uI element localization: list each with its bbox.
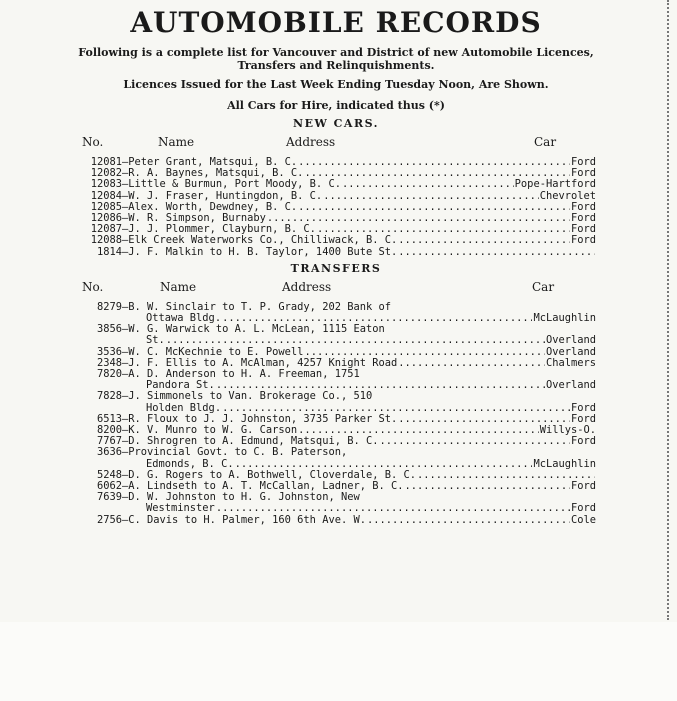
- entry-text: W. R. Simpson, Burnaby: [128, 212, 266, 225]
- article: [76, 6, 596, 526]
- entry-number: 7820: [96, 368, 122, 381]
- new-cars-title: NEW CARS.: [293, 117, 379, 130]
- entry-car: Ford: [570, 412, 596, 425]
- entry-car: Ford: [570, 212, 596, 225]
- entry-dash: —: [122, 491, 129, 504]
- entry-number: 12085: [90, 200, 122, 213]
- entry-text: W. G. Warwick to A. L. McLean, 1115 Eaton: [128, 323, 385, 336]
- entry-car: McLaughlin: [533, 312, 596, 325]
- entry-continuation-text: Edmonds, B. C.: [146, 457, 234, 470]
- entry-dash: —: [122, 468, 129, 481]
- dot-leader: [166, 335, 545, 346]
- entry-number: 8279: [96, 300, 122, 313]
- entry-car: Ford: [570, 502, 596, 515]
- entry-dash: —: [122, 300, 129, 313]
- entry-dash: —: [122, 200, 129, 213]
- entry-continuation-text: St.: [146, 334, 165, 347]
- col-name: Name: [158, 135, 195, 149]
- entry-number: 1814: [96, 245, 122, 258]
- entry-number: 12082: [90, 167, 122, 180]
- entry-car: Ford: [570, 480, 596, 493]
- col-no: No.: [82, 279, 104, 294]
- entry-text: Elk Creek Waterworks Co., Chilliwack, B. C.: [128, 234, 398, 247]
- entry-number: 2348: [96, 356, 122, 369]
- entry-text: R. Floux to J. J. Johnston, 3735 Parker St.: [128, 412, 398, 425]
- entry-car: Ford: [570, 401, 596, 414]
- entry-dash: —: [122, 178, 129, 191]
- entry-continuation-text: Ottawa Bldg.: [146, 312, 222, 325]
- entry-car: Ford: [570, 223, 596, 236]
- entry-row: [76, 247, 596, 258]
- entry-row: [76, 391, 596, 402]
- entry-car: Chalmers: [545, 356, 596, 369]
- col-address: Address: [282, 279, 332, 294]
- entry-dash: —: [122, 446, 129, 459]
- entry-dash: —: [122, 245, 129, 258]
- entry-number: 6062: [96, 480, 122, 493]
- entry-car: Pope-Hartford: [514, 178, 596, 191]
- entry-row: [76, 515, 596, 526]
- entry-number: 3536: [96, 345, 122, 358]
- entry-continuation: [76, 503, 596, 514]
- col-car: Car: [534, 135, 557, 149]
- entry-dash: —: [122, 390, 129, 403]
- entry-text: K. V. Munro to W. G. Carson: [128, 424, 298, 437]
- col-address: Address: [286, 135, 336, 149]
- entry-continuation-text: Pandora St.: [146, 379, 215, 392]
- dot-leader: [405, 481, 570, 492]
- entry-dash: —: [122, 435, 129, 448]
- entry-number: 12083: [90, 178, 122, 191]
- entry-car: Ford: [570, 200, 596, 213]
- entry-row: [76, 447, 596, 458]
- entry-text: Provincial Govt. to C. B. Paterson,: [128, 446, 348, 459]
- dot-leader: [398, 247, 595, 258]
- new-cars-column-headers: [76, 135, 596, 153]
- entry-dash: —: [122, 189, 129, 202]
- dot-leader: [398, 235, 570, 246]
- entry-text: J. F. Ellis to A. McAlman, 4257 Knight Road: [128, 356, 398, 369]
- entry-number: 12084: [90, 189, 122, 202]
- entry-number: 6513: [96, 412, 122, 425]
- entry-car: Overland: [545, 379, 596, 392]
- dot-leader: [417, 470, 595, 481]
- entry-car: Ford: [570, 167, 596, 180]
- entry-text: D. Shrogren to A. Edmund, Matsqui, B. C.: [128, 435, 379, 448]
- dot-leader: [380, 436, 570, 447]
- entry-dash: —: [122, 167, 129, 180]
- entry-text: C. Davis to H. Palmer, 160 6th Ave. W.: [128, 513, 366, 526]
- entry-dash: —: [122, 368, 129, 381]
- entry-text: B. W. Sinclair to T. P. Grady, 202 Bank of: [128, 300, 392, 313]
- dot-leader: [367, 515, 570, 526]
- entry-continuation: [76, 335, 596, 346]
- transfers-list: [76, 302, 596, 526]
- intro-text: Following is a complete list for Vancouver and District of new Automobile Licences, Transfers and Relinquishments.: [78, 46, 594, 72]
- entry-car: Overland: [545, 334, 596, 347]
- entry-number: 12081: [90, 156, 122, 168]
- entry-number: 12086: [90, 212, 122, 225]
- entry-car: Ford: [570, 435, 596, 448]
- col-name: Name: [160, 279, 197, 294]
- entry-dash: —: [122, 513, 129, 526]
- entry-dash: —: [122, 412, 129, 425]
- transfers-section: [76, 262, 596, 526]
- entry-row: [76, 179, 596, 190]
- entry-dash: —: [122, 212, 129, 225]
- entry-text: Alex. Worth, Dewdney, B. C.: [128, 200, 298, 213]
- entry-text: W. C. McKechnie to E. Powell: [128, 345, 304, 358]
- entry-dash: —: [122, 223, 129, 236]
- dot-leader: [342, 179, 514, 190]
- dot-leader: [298, 202, 570, 213]
- entry-dash: —: [122, 424, 129, 437]
- entry-car: Ford: [570, 156, 596, 168]
- entry-number: 8200: [96, 424, 122, 437]
- entry-text: Peter Grant, Matsqui, B. C.: [128, 156, 298, 168]
- entry-car: McLaughlin: [533, 457, 596, 470]
- entry-text: J. J. Plommer, Clayburn, B. C.: [128, 223, 316, 236]
- entry-text: A. D. Anderson to H. A. Freeman, 1751: [128, 368, 360, 381]
- entry-car: Chevrolet: [539, 189, 596, 202]
- entry-text: R. A. Baynes, Matsqui, B. C.: [128, 167, 304, 180]
- headline: AUTOMOBILE RECORDS: [130, 6, 542, 39]
- entry-number: 7767: [96, 435, 122, 448]
- entry-text: W. J. Fraser, Huntingdon, B. C.: [128, 189, 323, 202]
- entry-text: D. G. Rogers to A. Bothwell, Cloverdale, B. C.: [128, 468, 417, 481]
- entry-row: [76, 235, 596, 246]
- entry-number: 7828: [96, 390, 122, 403]
- intro-subtext: Licences Issued for the Last Week Ending Tuesday Noon, Are Shown.: [123, 78, 549, 91]
- entry-dash: —: [122, 156, 129, 168]
- entry-text: A. Lindseth to A. T. McCallan, Ladner, B. C.: [128, 480, 404, 493]
- entry-text: D. W. Johnston to H. G. Johnston, New: [128, 491, 360, 504]
- entry-dash: —: [122, 323, 129, 336]
- entry-continuation-text: Westminster: [146, 502, 215, 515]
- blank-margin: [0, 622, 677, 701]
- entry-car: Ford: [570, 234, 596, 247]
- entry-dash: —: [122, 345, 129, 358]
- dot-leader: [216, 503, 570, 514]
- dot-leader: [323, 191, 538, 202]
- entry-car: Cole: [570, 513, 596, 526]
- hire-note: All Cars for Hire, indicated thus (*): [227, 99, 445, 112]
- entry-number: 12088: [90, 234, 122, 247]
- entry-text: J. F. Malkin to H. B. Taylor, 1400 Bute St.: [128, 245, 398, 258]
- entry-dash: —: [122, 356, 129, 369]
- dot-leader: [298, 157, 570, 168]
- col-no: No.: [82, 135, 104, 149]
- col-car: Car: [532, 279, 555, 294]
- transfers-column-headers: [76, 280, 596, 298]
- entry-text: Little & Burmun, Port Moody, B. C.: [128, 178, 341, 191]
- new-cars-list: [76, 157, 596, 258]
- entry-text: J. Simmonels to Van. Brokerage Co., 510: [128, 390, 373, 403]
- entry-number: 3856: [96, 323, 122, 336]
- entry-dash: —: [122, 234, 129, 247]
- entry-car: Overland: [545, 345, 596, 358]
- new-cars-section: [76, 117, 596, 258]
- entry-car: Willys-O.: [539, 424, 596, 437]
- entry-number: 7639: [96, 491, 122, 504]
- entry-number: 2756: [96, 513, 122, 526]
- entry-continuation-text: Holden Bldg.: [146, 401, 222, 414]
- entry-number: 5248: [96, 468, 122, 481]
- column-rule: [667, 0, 669, 620]
- entry-number: 3636: [96, 446, 122, 459]
- transfers-title: TRANSFERS: [290, 261, 382, 275]
- entry-dash: —: [122, 480, 129, 493]
- entry-number: 12087: [90, 223, 122, 236]
- dot-leader: [398, 358, 545, 369]
